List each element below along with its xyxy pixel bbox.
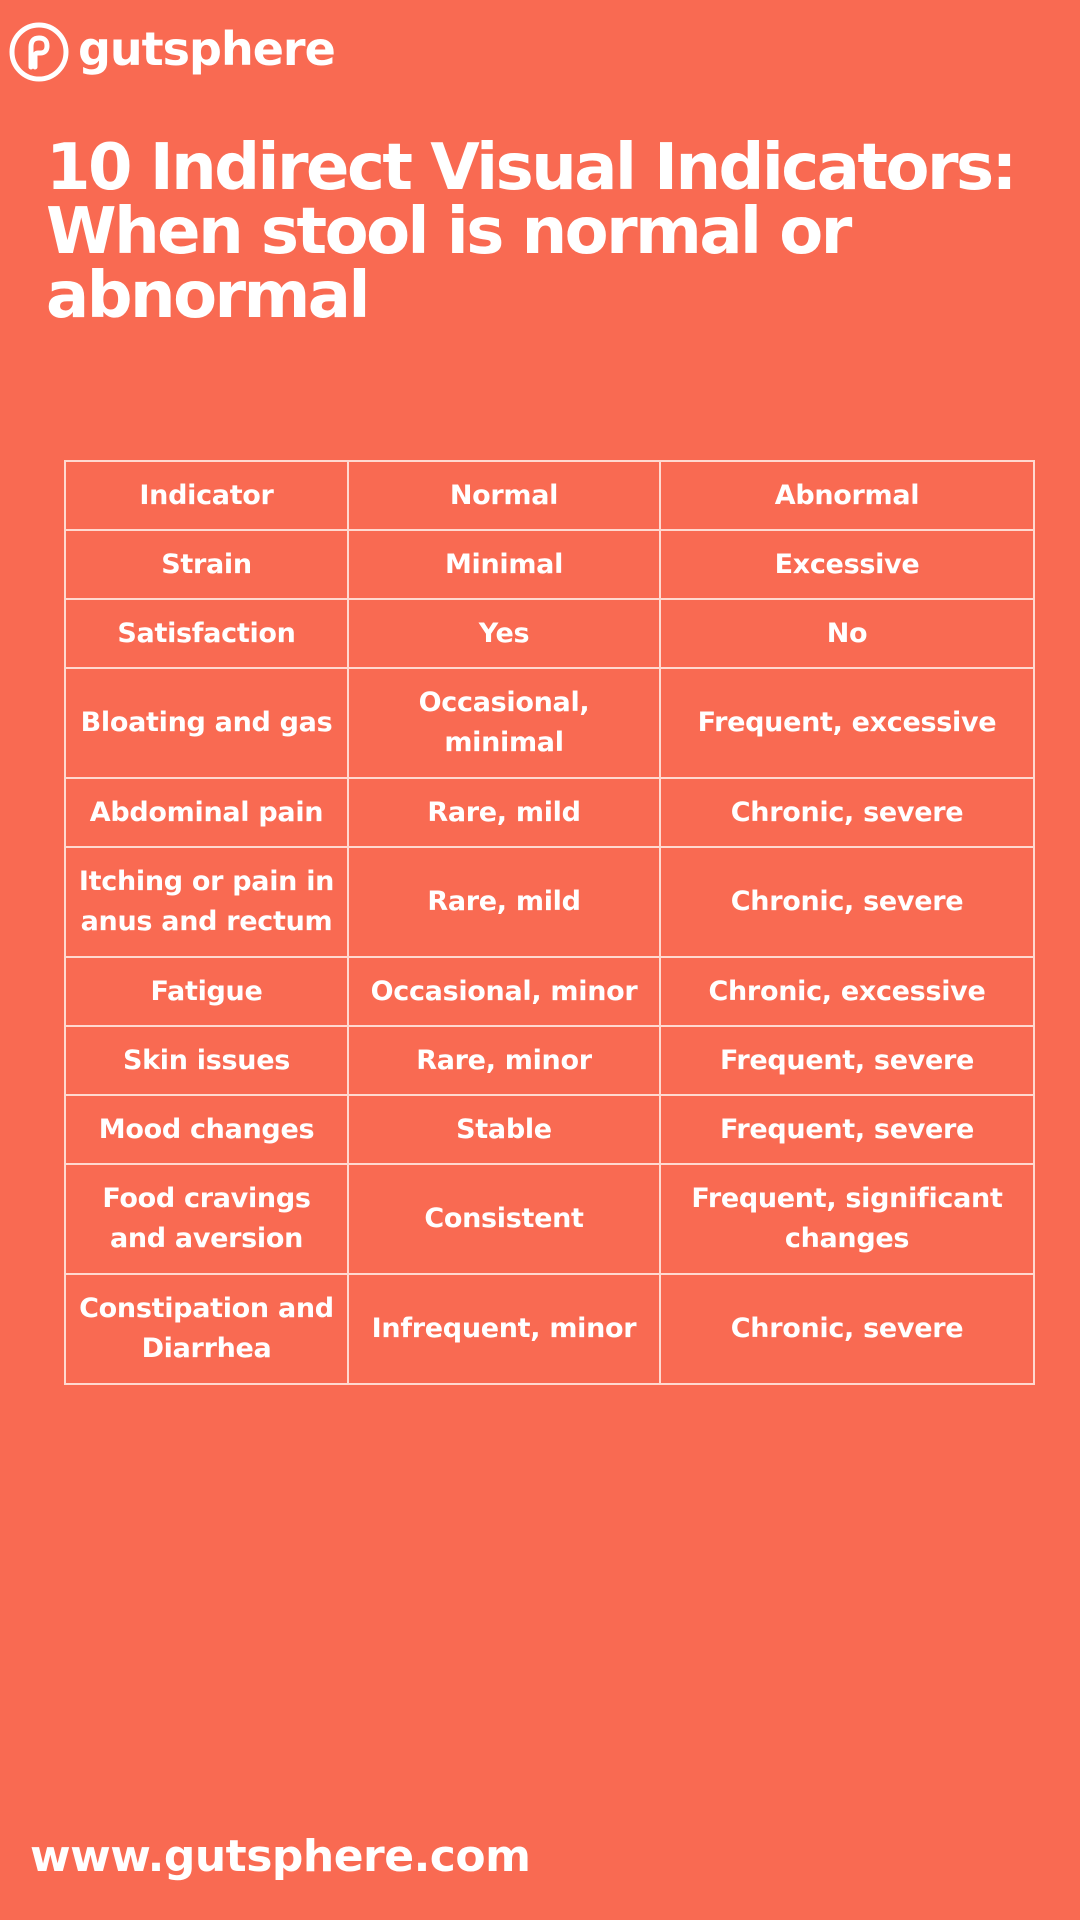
header-normal: Normal	[348, 461, 660, 530]
cell-text-line: Frequent, severe	[719, 1113, 975, 1145]
brand-header	[8, 20, 335, 84]
cell-text-line: anus and rectum	[80, 906, 333, 937]
title-line-2: When stool is normal or	[46, 195, 850, 269]
table-row	[65, 957, 1034, 1026]
cell-indicator	[65, 1026, 348, 1095]
cell-indicator	[65, 1095, 348, 1164]
title-line-3: abnormal	[46, 259, 368, 333]
cell-abnormal	[660, 1095, 1034, 1164]
cell-text-line: Mood changes	[98, 1113, 315, 1145]
cell-normal	[348, 1095, 660, 1164]
cell-abnormal	[660, 1026, 1034, 1095]
cell-abnormal	[660, 1164, 1034, 1274]
page-title	[46, 131, 1046, 333]
cell-indicator	[65, 599, 348, 668]
cell-text-line: Skin issues	[123, 1044, 290, 1076]
cell-normal	[348, 530, 660, 599]
cell-text-line: Infrequent, minor	[371, 1313, 637, 1344]
cell-indicator	[65, 778, 348, 847]
cell-abnormal	[660, 599, 1034, 668]
cell-text-line: Strain	[161, 548, 252, 580]
cell-text-line: Fatigue	[150, 975, 263, 1007]
table-row	[65, 1095, 1034, 1164]
table-row	[65, 530, 1034, 599]
cell-text-line: Chronic, severe	[730, 796, 964, 828]
cell-normal	[348, 847, 660, 957]
cell-text-line: Bloating and gas	[80, 707, 333, 738]
cell-normal	[348, 668, 660, 778]
cell-text-line: Rare, minor	[416, 1044, 592, 1076]
cell-text-line: Chronic, excessive	[708, 975, 986, 1007]
cell-indicator	[65, 1274, 348, 1384]
cell-normal	[348, 1164, 660, 1274]
cell-text-line: Occasional, minor	[370, 975, 638, 1007]
table-row	[65, 1164, 1034, 1274]
table-row	[65, 778, 1034, 847]
table-row	[65, 1274, 1034, 1384]
cell-text-line: changes	[784, 1223, 910, 1254]
indicator-table	[64, 460, 1035, 1385]
cell-indicator	[65, 668, 348, 778]
brand-name: gutsphere	[78, 22, 335, 76]
cell-text-line: Chronic, severe	[730, 886, 964, 917]
cell-text-line: Itching or pain in	[78, 866, 335, 897]
cell-abnormal	[660, 957, 1034, 1026]
header-indicator: Indicator	[65, 461, 348, 530]
cell-normal	[348, 1274, 660, 1384]
cell-text-line: Occasional,	[418, 687, 590, 718]
cell-abnormal	[660, 668, 1034, 778]
table-row	[65, 1026, 1034, 1095]
cell-text-line: Frequent, severe	[719, 1044, 975, 1076]
cell-text-line: Food cravings	[102, 1183, 311, 1214]
header-abnormal: Abnormal	[660, 461, 1034, 530]
cell-text-line: Yes	[478, 617, 530, 649]
table-row	[65, 599, 1034, 668]
indicator-table-body	[65, 461, 1034, 1384]
cell-text-line: Abdominal pain	[89, 796, 324, 828]
cell-abnormal	[660, 847, 1034, 957]
cell-normal	[348, 599, 660, 668]
cell-text-line: Stable	[456, 1113, 552, 1145]
cell-text-line: Frequent, excessive	[697, 707, 997, 738]
cell-abnormal	[660, 778, 1034, 847]
cell-abnormal	[660, 530, 1034, 599]
cell-indicator	[65, 847, 348, 957]
cell-text-line: No	[826, 617, 868, 649]
cell-abnormal	[660, 1274, 1034, 1384]
cell-text-line: Minimal	[444, 548, 564, 580]
gut-logo-icon	[8, 21, 70, 83]
table-row	[65, 668, 1034, 778]
cell-normal	[348, 957, 660, 1026]
cell-indicator	[65, 530, 348, 599]
cell-text-line: Rare, mild	[427, 886, 581, 917]
title-line-1: 10 Indirect Visual Indicators:	[46, 131, 1015, 205]
footer-url: www.gutsphere.com	[30, 1831, 531, 1882]
cell-text-line: Chronic, severe	[730, 1313, 964, 1344]
cell-text-line: and aversion	[109, 1223, 304, 1254]
cell-text-line: Consistent	[424, 1203, 584, 1234]
table-row	[65, 847, 1034, 957]
cell-indicator	[65, 957, 348, 1026]
cell-text-line: Rare, mild	[427, 796, 581, 828]
cell-text-line: Diarrhea	[141, 1333, 272, 1364]
cell-text-line: Frequent, significant	[691, 1183, 1003, 1214]
cell-text-line: minimal	[444, 727, 564, 758]
cell-text-line: Satisfaction	[117, 617, 296, 649]
table-header-row	[65, 461, 1034, 530]
cell-normal	[348, 778, 660, 847]
cell-text-line: Excessive	[774, 548, 920, 580]
cell-indicator	[65, 1164, 348, 1274]
cell-text-line: Constipation and	[79, 1293, 334, 1324]
cell-normal	[348, 1026, 660, 1095]
